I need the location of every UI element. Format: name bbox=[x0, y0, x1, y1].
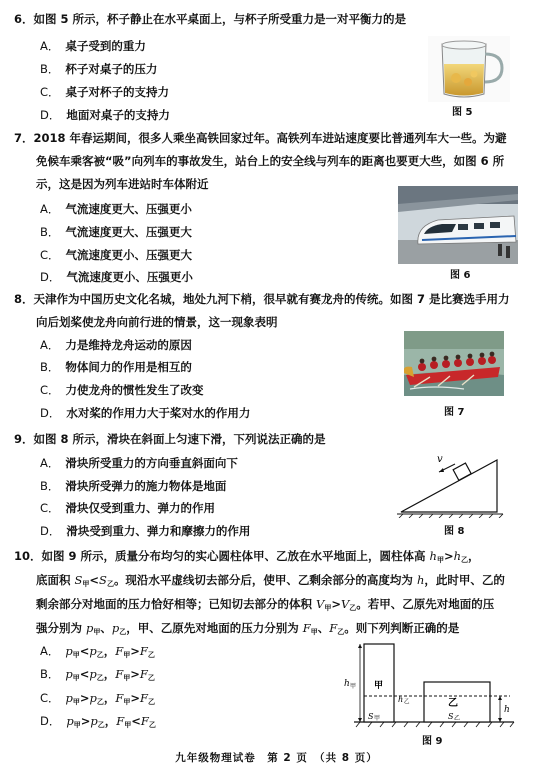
incline-triangle bbox=[401, 460, 497, 512]
q9-option-a-label: A． bbox=[40, 456, 60, 470]
q8-option-c-label: C． bbox=[40, 383, 60, 397]
figure-7-dragon-boat-image bbox=[404, 331, 504, 396]
q10-line1-text: 10．如图 9 所示，质量分布均匀的实心圆柱体甲、乙放在水平地面上，圆柱体高 bbox=[14, 549, 430, 563]
svg-text:h: h bbox=[398, 695, 404, 704]
q8-option-c-text: 力使龙舟的惯性发生了改变 bbox=[65, 383, 204, 397]
q10-option-d-label: D． bbox=[40, 714, 61, 728]
q10-line4-text-a: 强分别为 bbox=[36, 621, 87, 635]
page-footer: 九年级物理试卷 第 2 页 （共 8 页） bbox=[175, 752, 378, 764]
q8-option-d-label: D． bbox=[40, 406, 61, 420]
velocity-label: v bbox=[437, 454, 443, 465]
q9-option-b-text: 滑块所受弹力的施力物体是地面 bbox=[65, 479, 227, 493]
q6-option-b bbox=[40, 60, 157, 78]
svg-text:甲: 甲 bbox=[374, 715, 381, 722]
q6-option-b-text: 杯子对桌子的压力 bbox=[65, 62, 158, 76]
q10-option-c: C． $p_甲>p_乙$，$F_甲>F_乙$ bbox=[40, 691, 156, 706]
q8-option-d-text: 水对桨的作用力大于桨对水的作用力 bbox=[66, 406, 251, 420]
q7-option-a-text: 气流速度更大、压强更小 bbox=[65, 202, 192, 216]
q9-option-a-text: 滑块所受重力的方向垂直斜面向下 bbox=[65, 456, 238, 470]
q6-option-a-label: A． bbox=[40, 39, 60, 53]
q10-line2-text-b: 。现沿水平虚线切去部分后，使甲、乙剩余部分的高度均为 bbox=[113, 573, 417, 587]
svg-text:S: S bbox=[368, 712, 374, 721]
q6-option-d bbox=[40, 106, 170, 124]
q7-option-b bbox=[40, 223, 192, 241]
figure-7-caption: 图 7 bbox=[444, 407, 465, 418]
q9-option-d bbox=[40, 522, 250, 540]
q7-option-c-label: C． bbox=[40, 248, 60, 262]
figure-8-caption: 图 8 bbox=[444, 526, 465, 537]
q10-line2: 底面积 $S_甲<S_乙$。现沿水平虚线切去部分后，使甲、乙剩余部分的高度均为 h，此时甲、乙的 bbox=[36, 573, 505, 588]
q9-option-c-text: 滑块仅受到重力、弹力的作用 bbox=[65, 501, 216, 515]
q10-option-d: D． $p_甲>p_乙$，$F_甲<F_乙$ bbox=[40, 714, 156, 729]
q8-line2: 向后划桨使龙舟向前行进的情景，这一现象表明 bbox=[36, 315, 278, 329]
q7-option-d-label: D． bbox=[40, 270, 61, 284]
q8-option-a bbox=[40, 336, 192, 354]
q9-option-c bbox=[40, 499, 215, 517]
q10-option-a-label: A． bbox=[40, 644, 60, 658]
q7-option-c bbox=[40, 246, 192, 264]
q10-option-c-label: C． bbox=[40, 691, 60, 705]
q10-option-b: B． $p_甲<p_乙$，$F_甲>F_乙$ bbox=[40, 667, 155, 682]
q10-line3-text-b: 。若甲、乙原先对地面的压 bbox=[356, 597, 495, 611]
q9-option-c-label: C． bbox=[40, 501, 60, 515]
q6-option-c-label: C． bbox=[40, 85, 60, 99]
q10-line4: 强分别为 $p_甲$、$p_乙$，甲、乙原先对地面的压力分别为 $F_甲$、$F_乙$。则下列判断正确的是 bbox=[36, 621, 460, 636]
sliding-block bbox=[453, 463, 471, 480]
figure-9-caption: 图 9 bbox=[422, 736, 443, 747]
q6-stem: 6．如图 5 所示，杯子静止在水平桌面上，与杯子所受重力是一对平衡力的是 bbox=[14, 12, 407, 26]
q8-option-a-label: A． bbox=[40, 338, 60, 352]
svg-text:h: h bbox=[504, 705, 510, 715]
q7-option-a-label: A． bbox=[40, 202, 60, 216]
q9-option-b-label: B． bbox=[40, 479, 60, 493]
q10-line4-text-c: 。则下列判断正确的是 bbox=[344, 621, 460, 635]
q10-option-a: A． $p_甲<p_乙$，$F_甲>F_乙$ bbox=[40, 644, 155, 659]
q7-option-c-text: 气流速度更小、压强更大 bbox=[65, 248, 193, 262]
q8-option-b-text: 物体间力的作用是相互的 bbox=[65, 360, 192, 374]
q9-option-b bbox=[40, 477, 226, 495]
label-yi: 乙 bbox=[448, 698, 458, 709]
q7-option-d-text: 气流速度更小、压强更小 bbox=[66, 270, 193, 284]
q10-line4-text-b: ，甲、乙原先对地面的压力分别为 bbox=[126, 621, 303, 635]
figure-5-caption: 图 5 bbox=[452, 107, 473, 118]
q7-option-a bbox=[40, 200, 192, 218]
q6-option-c-text: 桌子对杯子的支持力 bbox=[65, 85, 170, 99]
q8-option-d bbox=[40, 404, 250, 422]
q6-option-c bbox=[40, 83, 169, 101]
q7-line3: 示，这是因为列车进站时车体附近 bbox=[36, 177, 209, 191]
q10-line2-text-a: 底面积 bbox=[36, 573, 75, 587]
q10-line2-text-c: ，此时甲、乙的 bbox=[424, 573, 505, 587]
q8-line1: 8．天津作为中国历史文化名城，地处九河下梢，很早就有赛龙舟的传统。如图 7 是比赛选手用力 bbox=[14, 292, 510, 306]
q7-option-b-label: B． bbox=[40, 225, 60, 239]
q7-line1: 7．2018 年春运期间，很多人乘坐高铁回家过年。高铁列车进站速度要比普通列车大一些。为避 bbox=[14, 131, 507, 145]
svg-text:乙: 乙 bbox=[454, 715, 461, 722]
q9-option-a bbox=[40, 454, 238, 472]
q10-option-b-label: B． bbox=[40, 667, 60, 681]
q10-line3: 剩余部分对地面的压力恰好相等；已知切去部分的体积 $V_甲>V_乙$。若甲、乙原先对地面的压 bbox=[36, 597, 495, 612]
q6-option-d-text: 地面对桌子的支持力 bbox=[66, 108, 170, 122]
q7-line2: 免候车乘客被“吸”向列车的事故发生，站台上的安全线与列车的距离也要更大些，如图 6 所 bbox=[36, 154, 505, 168]
h-jia-label: h bbox=[344, 679, 350, 689]
q6-option-d-label: D． bbox=[40, 108, 61, 122]
q6-option-a-text: 桌子受到的重力 bbox=[65, 39, 146, 53]
q9-stem: 9．如图 8 所示，滑块在斜面上匀速下滑，下列说法正确的是 bbox=[14, 432, 326, 446]
svg-text:S: S bbox=[448, 712, 454, 721]
figure-5-cup-image bbox=[428, 36, 510, 102]
q7-option-d bbox=[40, 268, 193, 286]
q6-option-a bbox=[40, 37, 146, 55]
svg-text:甲: 甲 bbox=[350, 683, 357, 690]
q8-option-c bbox=[40, 381, 204, 399]
q8-option-a-text: 力是维持龙舟运动的原因 bbox=[65, 338, 192, 352]
figure-6-train-image bbox=[398, 186, 518, 264]
figure-9-cylinders-diagram bbox=[334, 640, 524, 732]
q10-line3-text-a: 剩余部分对地面的压力恰好相等；已知切去部分的体积 bbox=[36, 597, 317, 611]
q10-line1: 10．如图 9 所示，质量分布均匀的实心圆柱体甲、乙放在水平地面上，圆柱体高 $h_甲>h_乙$， bbox=[14, 549, 480, 564]
figure-6-caption: 图 6 bbox=[450, 270, 471, 281]
q7-option-b-text: 气流速度更大、压强更大 bbox=[65, 225, 192, 239]
q6-option-b-label: B． bbox=[40, 62, 60, 76]
label-jia: 甲 bbox=[374, 681, 384, 691]
figure-8-incline-diagram bbox=[393, 448, 508, 518]
q8-option-b bbox=[40, 358, 192, 376]
q9-option-d-text: 滑块受到重力、弹力和摩擦力的作用 bbox=[66, 524, 251, 538]
q9-option-d-label: D． bbox=[40, 524, 61, 538]
svg-text:乙: 乙 bbox=[404, 699, 410, 705]
q8-option-b-label: B． bbox=[40, 360, 60, 374]
